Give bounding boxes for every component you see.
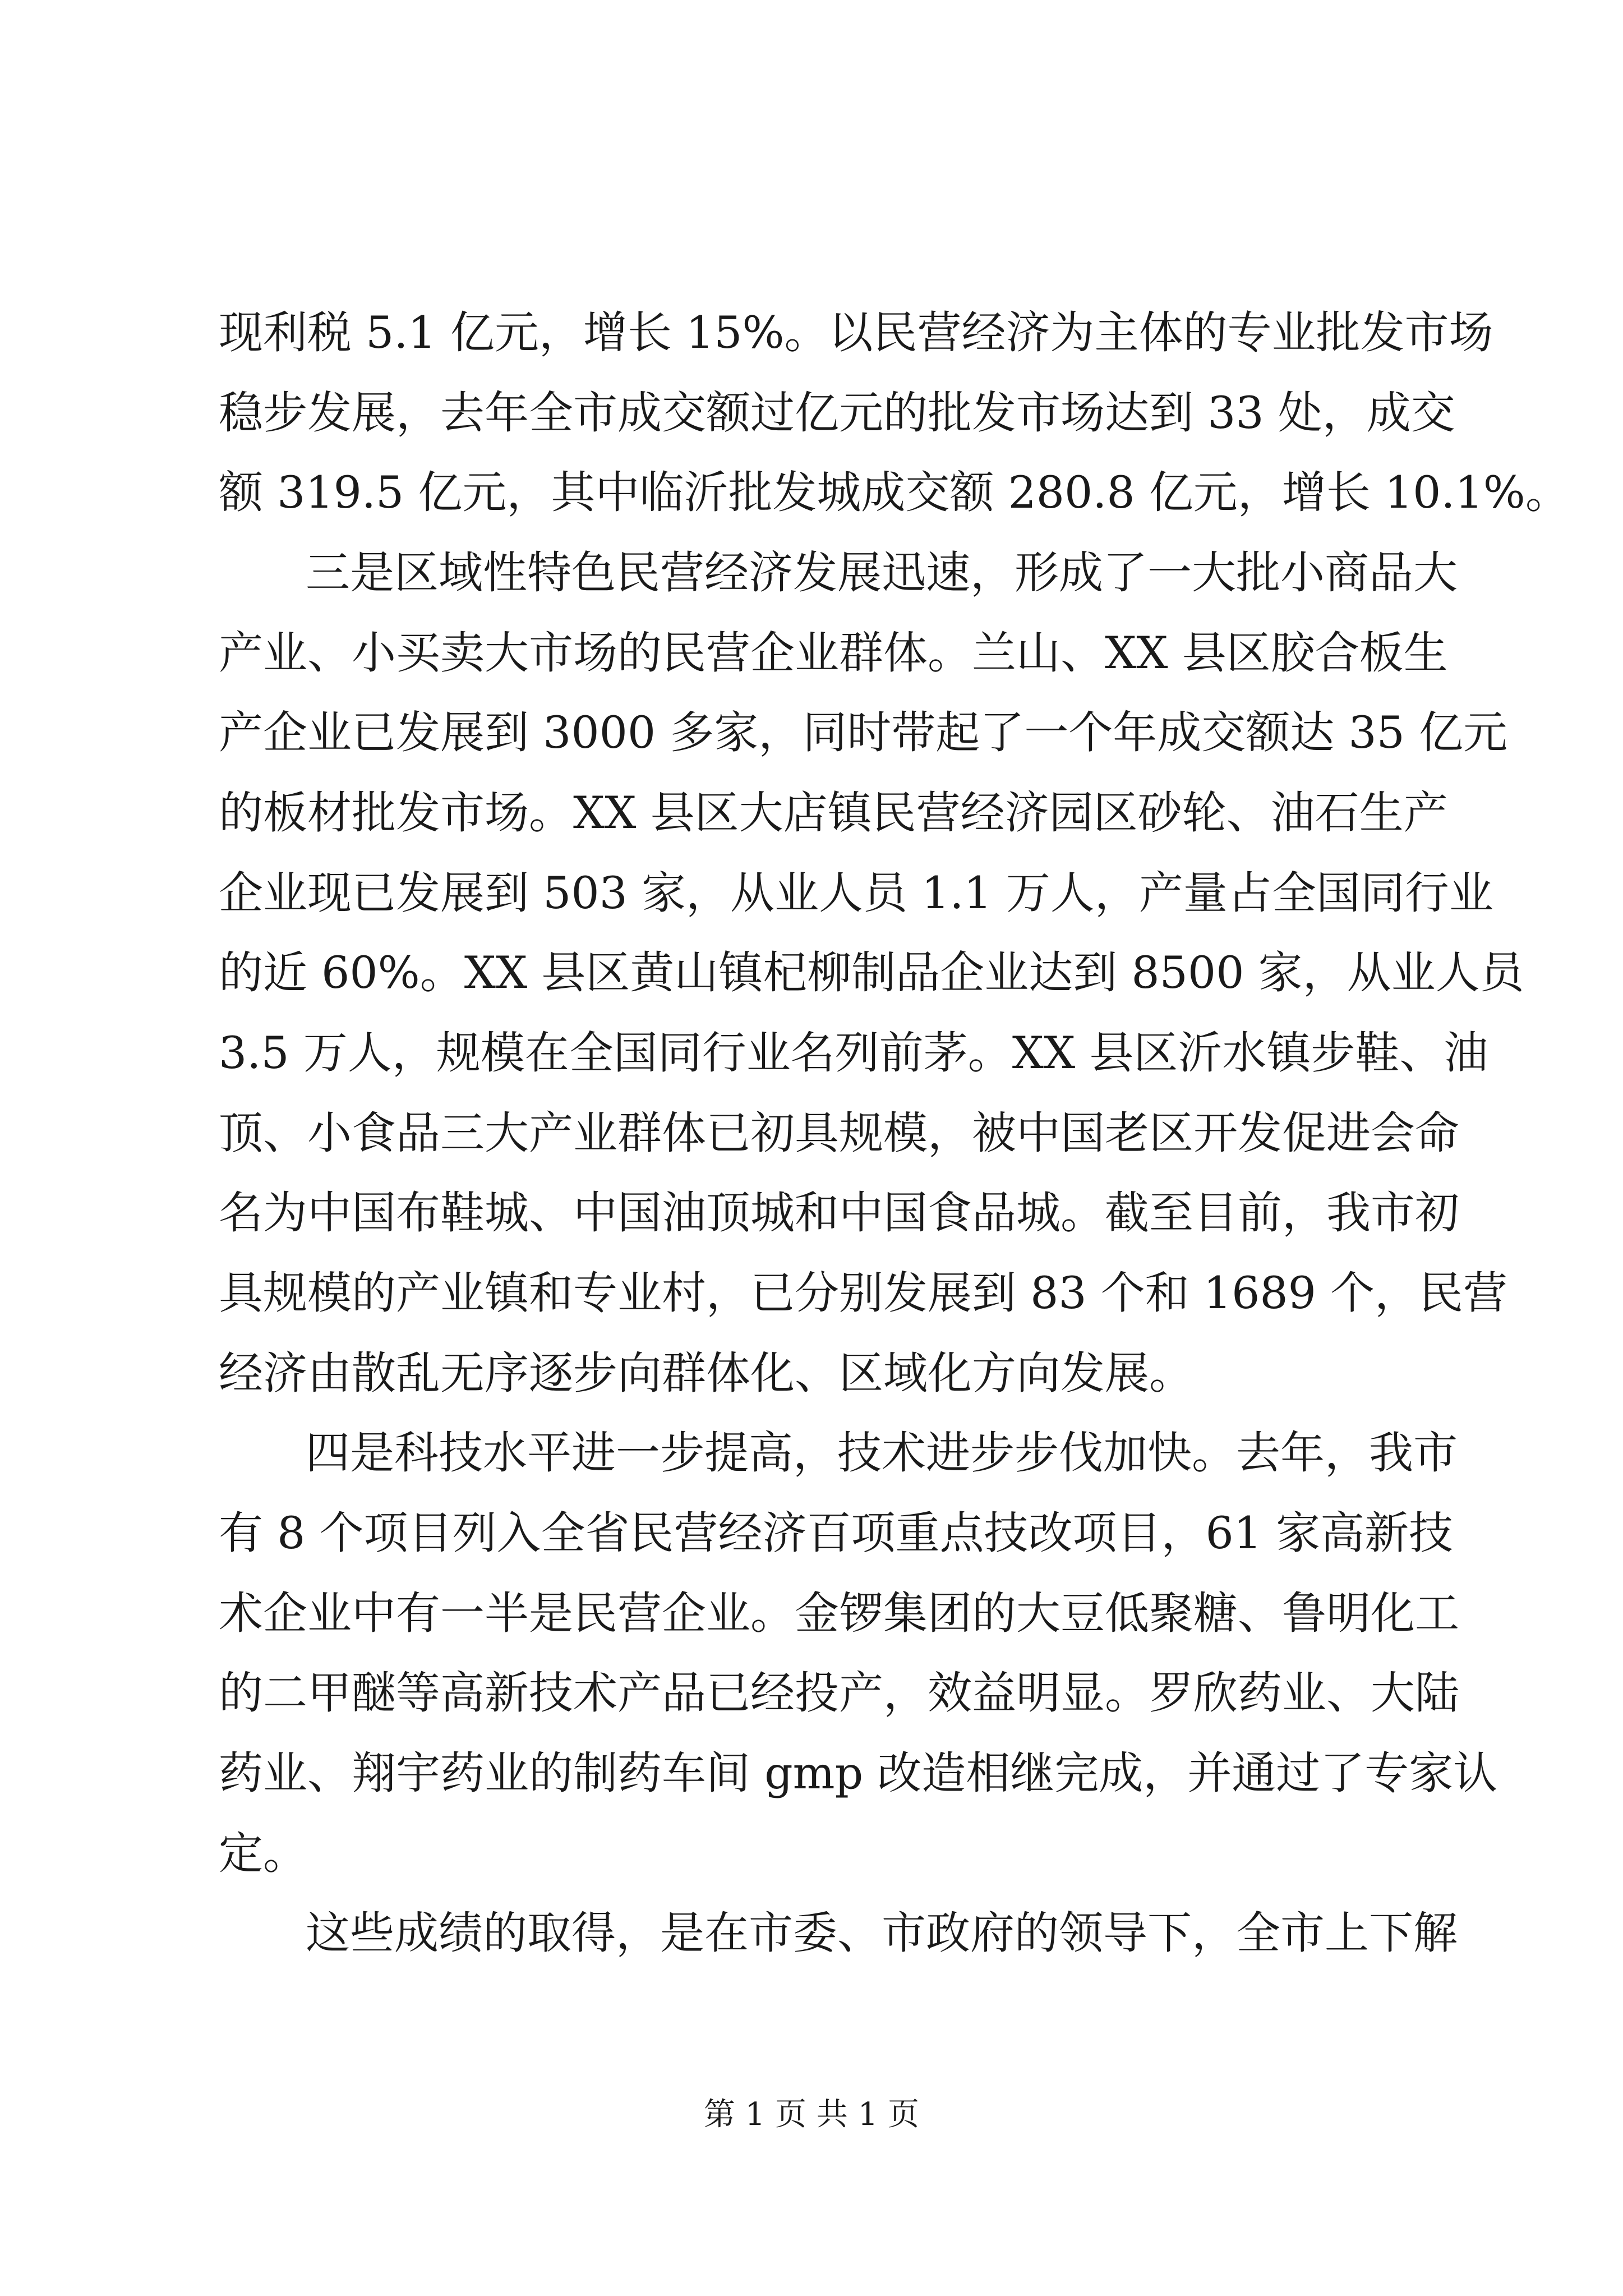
text-line: 产企业已发展到 3000 多家，同时带起了一个年成交额达 35 亿元 [219, 707, 1508, 758]
text-line: 顶、小食品三大产业群体已初具规模，被中国老区开发促进会命 [219, 1107, 1459, 1159]
page-number: 第 1 页 共 1 页 [703, 2096, 920, 2133]
text-line: 现利税 5.1 亿元，增长 15%。以民营经济为主体的专业批发市场 [219, 307, 1493, 358]
text-line: 企业现已发展到 503 家，从业人员 1.1 万人，产量占全国同行业 [219, 867, 1493, 919]
text-line: 术企业中有一半是民营企业。金锣集团的大豆低聚糖、鲁明化工 [219, 1588, 1459, 1639]
text-line: 名为中国布鞋城、中国油顶城和中国食品城。截至目前，我市初 [219, 1187, 1459, 1239]
text-line: 定。 [219, 1828, 307, 1879]
text-line: 具规模的产业镇和专业村，已分别发展到 83 个和 1689 个，民营 [219, 1267, 1508, 1319]
text-line: 经济由散乱无序逐步向群体化、区域化方向发展。 [219, 1347, 1193, 1399]
text-line: 额 319.5 亿元，其中临沂批发城成交额 280.8 亿元，增长 10.1%。 [219, 467, 1570, 518]
paragraph-first-line: 这些成绩的取得，是在市委、市政府的领导下，全市上下解 [306, 1907, 1458, 1959]
text-line: 3.5 万人，规模在全国同行业名列前茅。XX 县区沂水镇步鞋、油 [219, 1027, 1488, 1079]
text-line: 药业、翔宇药业的制药车间 gmp 改造相继完成，并通过了专家认 [219, 1747, 1498, 1799]
text-line: 的近 60%。XX 县区黄山镇杞柳制品企业达到 8500 家，从业人员 [219, 947, 1524, 999]
text-line: 有 8 个项目列入全省民营经济百项重点技改项目，61 家高新技 [219, 1507, 1454, 1559]
text-line: 的板材批发市场。XX 县区大店镇民营经济园区砂轮、油石生产 [219, 787, 1448, 839]
paragraph-first-line: 三是区域性特色民营经济发展迅速，形成了一大批小商品大 [306, 547, 1458, 599]
text-line: 的二甲醚等高新技术产品已经投产，效益明显。罗欣药业、大陆 [219, 1667, 1459, 1719]
text-line: 稳步发展，去年全市成交额过亿元的批发市场达到 33 处，成交 [219, 387, 1455, 439]
paragraph-first-line: 四是科技水平进一步提高，技术进步步伐加快。去年，我市 [306, 1427, 1458, 1479]
text-line: 产业、小买卖大市场的民营企业群体。兰山、XX 县区胶合板生 [219, 627, 1448, 679]
